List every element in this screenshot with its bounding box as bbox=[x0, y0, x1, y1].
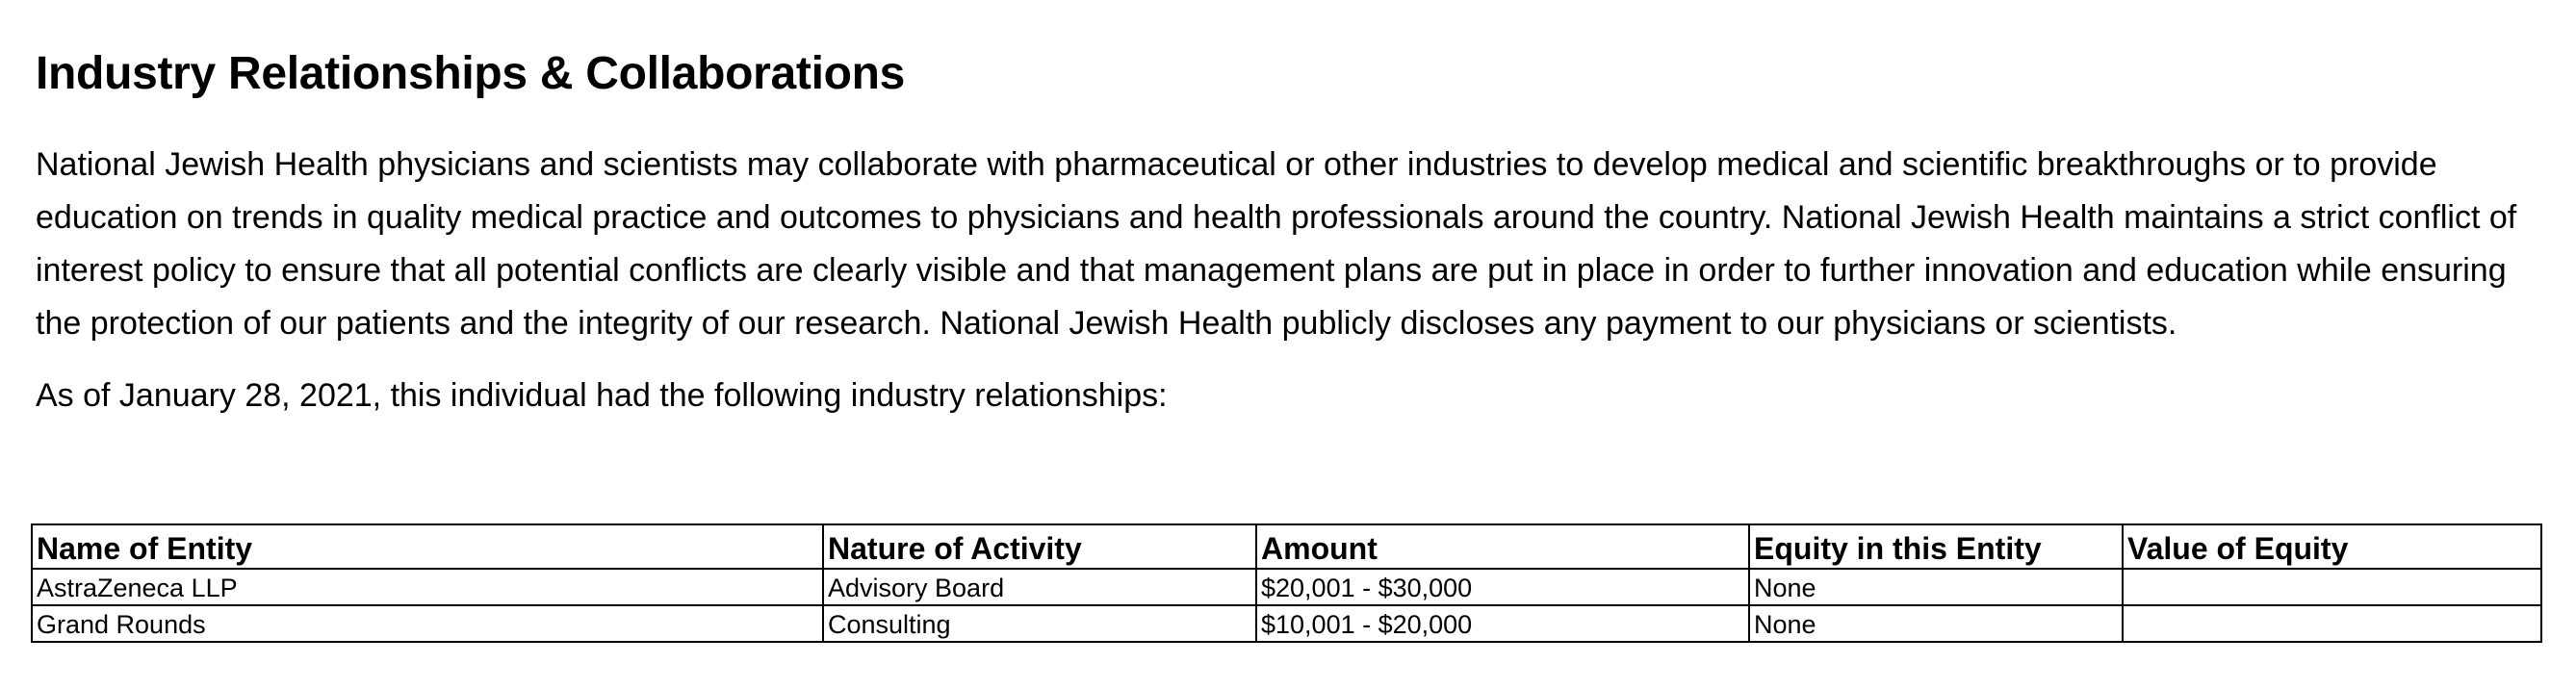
table-header-row bbox=[32, 524, 2541, 569]
industry-relationships-table bbox=[31, 523, 2542, 643]
page-title: Industry Relationships & Collaborations bbox=[36, 48, 906, 99]
cell-entity-name: Grand Rounds bbox=[32, 605, 823, 642]
cell-equity-value bbox=[2123, 569, 2541, 605]
cell-equity: None bbox=[1749, 605, 2123, 642]
intro-paragraph: National Jewish Health physicians and scientists may collaborate with pharmaceutical or other industries to develop medical and scientific breakthroughs or to provide education on trends in quality medical practice and outcomes to physicians and health professionals around the country. National Jewish Health maintains a strict conflict of interest policy to ensure that all potential conflicts are clearly visible and that management plans are put in place in order to further innovation and education while ensuring the protection of our patients and the integrity of our research. National Jewish Health publicly discloses any payment to our physicians or scientists. bbox=[36, 145, 2517, 342]
cell-activity: Advisory Board bbox=[823, 569, 1256, 605]
column-header-nature-of-activity: Nature of Activity bbox=[823, 524, 1256, 569]
cell-amount: $10,001 - $20,000 bbox=[1256, 605, 1749, 642]
cell-amount: $20,001 - $30,000 bbox=[1256, 569, 1749, 605]
column-header-value-of-equity: Value of Equity bbox=[2123, 524, 2541, 569]
cell-equity-value bbox=[2123, 605, 2541, 642]
table-row bbox=[32, 605, 2541, 642]
cell-activity: Consulting bbox=[823, 605, 1256, 642]
column-header-amount: Amount bbox=[1256, 524, 1749, 569]
column-header-equity-in-entity: Equity in this Entity bbox=[1749, 524, 2123, 569]
table-row bbox=[32, 569, 2541, 605]
as-of-statement: As of January 28, 2021, this individual had the following industry relationships: bbox=[36, 376, 1168, 414]
column-header-name-of-entity: Name of Entity bbox=[32, 524, 823, 569]
document-page bbox=[36, 29, 2538, 422]
cell-entity-name: AstraZeneca LLP bbox=[32, 569, 823, 605]
cell-equity: None bbox=[1749, 569, 2123, 605]
